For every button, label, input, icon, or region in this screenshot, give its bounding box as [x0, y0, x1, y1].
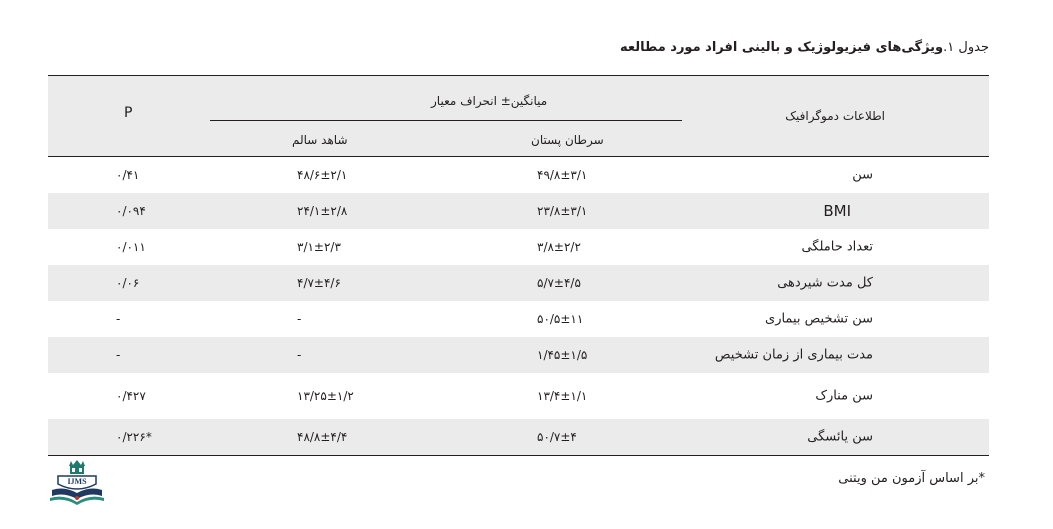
row-p-value: ۰/۴۲۷	[116, 389, 146, 403]
row-healthy-value: ۴/۷±۴/۶	[297, 276, 341, 290]
header-healthy-control: شاهد سالم	[292, 133, 348, 147]
row-cancer-value: ۴۹/۸±۳/۱	[537, 168, 588, 182]
row-healthy-value: ۴۸/۸±۴/۴	[297, 430, 348, 444]
table-caption	[620, 40, 989, 55]
header-divider	[210, 120, 682, 121]
header-breast-cancer: سرطان پستان	[531, 133, 604, 147]
row-label: سن یائسگی	[807, 429, 873, 445]
row-label: سن تشخیص بیماری	[765, 311, 873, 327]
row-p-value: ۰/۰۶	[116, 276, 140, 290]
table-row	[48, 301, 989, 337]
row-cancer-value: ۵/۷±۴/۵	[537, 276, 581, 290]
table-row	[48, 419, 989, 455]
table-row	[48, 265, 989, 301]
table-row	[48, 229, 989, 265]
row-healthy-value: ۴۸/۶±۲/۱	[297, 168, 348, 182]
table-row	[48, 337, 989, 373]
table-caption-label: جدول ۱.	[943, 40, 989, 55]
table-row	[48, 373, 989, 419]
row-p-value: ۰/۰۱۱	[116, 240, 146, 254]
table-footnote: *بر اساس آزمون من ویتنی	[838, 471, 985, 486]
table-row	[48, 193, 989, 229]
row-healthy-value: ۱۳/۲۵±۱/۲	[297, 389, 354, 403]
row-p-value: ۰/۰۹۴	[116, 204, 146, 218]
row-cancer-value: ۱/۴۵±۱/۵	[537, 348, 588, 362]
row-healthy-value: ۲۴/۱±۲/۸	[297, 204, 348, 218]
header-p-value: P	[124, 105, 133, 121]
header-mean-sd: میانگین± انحراف معیار	[431, 94, 548, 108]
row-healthy-value: ۳/۱±۲/۳	[297, 240, 341, 254]
row-cancer-value: ۵۰/۷±۴	[537, 430, 577, 444]
row-cancer-value: ۱۳/۴±۱/۱	[537, 389, 588, 403]
row-healthy-value: -	[297, 348, 302, 362]
table-header	[48, 76, 989, 157]
row-label: کل مدت شیردهی	[777, 275, 873, 291]
row-label: BMI	[823, 202, 851, 220]
row-p-value: ۰/۲۲۶*	[116, 430, 152, 444]
row-label: سن منارک	[815, 388, 873, 404]
row-label: سن	[852, 167, 873, 183]
row-cancer-value: ۳/۸±۲/۲	[537, 240, 581, 254]
header-demographic: اطلاعات دموگرافیک	[785, 109, 885, 123]
journal-logo-icon	[46, 460, 108, 510]
logo-text: IJMS	[67, 477, 87, 486]
row-cancer-value: ۲۳/۸±۳/۱	[537, 204, 588, 218]
row-p-value: -	[116, 348, 121, 362]
row-label: مدت بیماری از زمان تشخیص	[714, 347, 873, 363]
row-healthy-value: -	[297, 312, 302, 326]
table-row	[48, 157, 989, 193]
row-label: تعداد حاملگی	[801, 239, 873, 255]
row-cancer-value: ۵۰/۵±۱۱	[537, 312, 584, 326]
row-p-value: -	[116, 312, 121, 326]
table-caption-title: ویژگی‌های فیزیولوژیک و بالینی افراد مورد مطالعه	[620, 40, 944, 55]
row-p-value: ۰/۴۱	[116, 168, 140, 182]
demographics-table	[48, 75, 989, 456]
